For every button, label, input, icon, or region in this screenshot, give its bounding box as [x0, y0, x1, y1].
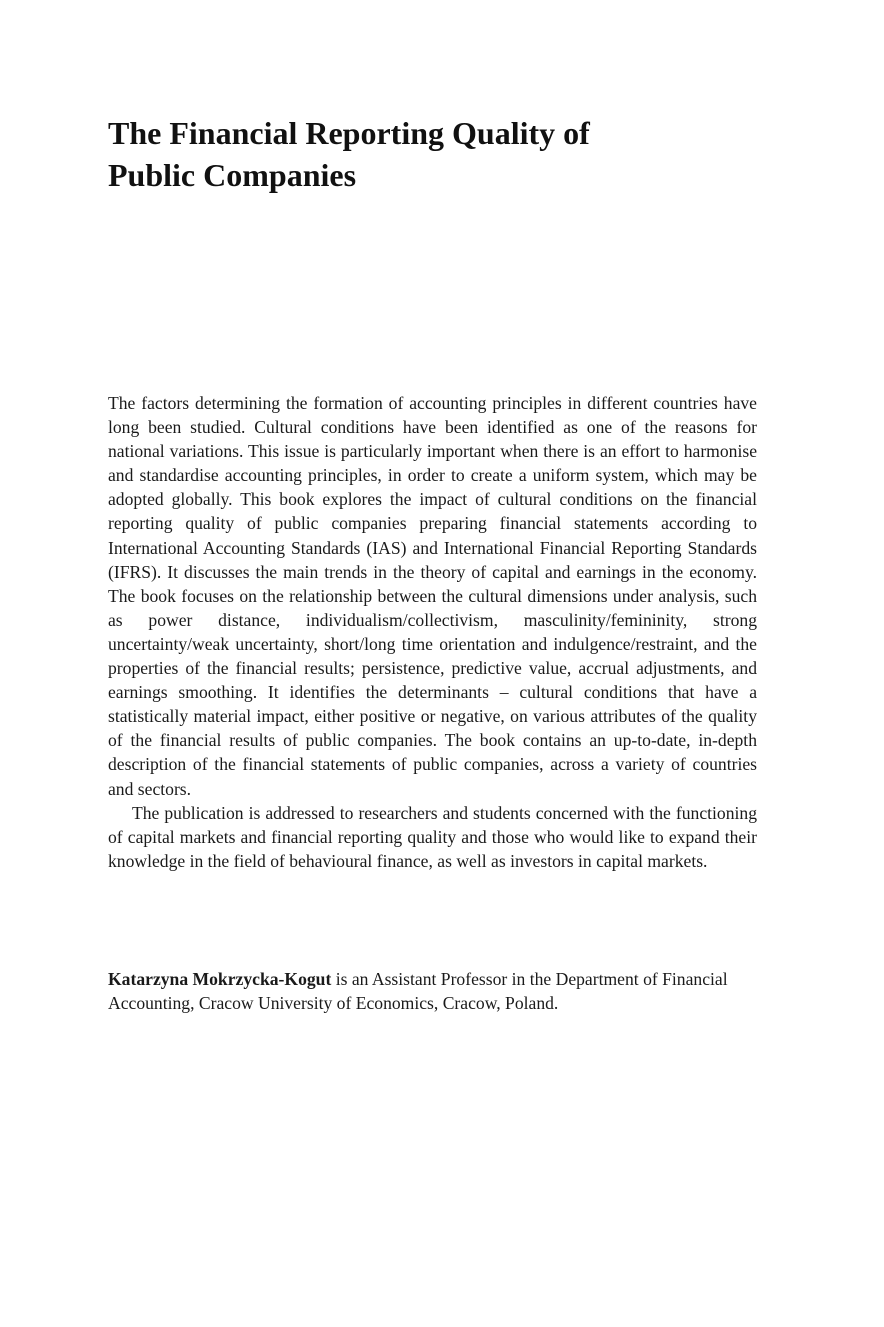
book-title-line-1: The Financial Reporting Quality of — [108, 115, 590, 151]
book-title-line-2: Public Companies — [108, 157, 357, 193]
description-paragraph-1: The factors determining the formation of accounting principles in different countries have long been studied. Cultural conditions have been identified as one of the reasons for national variations. This issue is particularly important when there is an effort to harmonise and standardise accounting principles, in order to create a uniform system, which may be adopted globally. This book explores the impact of cultural conditions on the financial reporting quality of public companies preparing financial statements according to International Accounting Standards (IAS) and International Financial Reporting Standards (IFRS). It discusses the main trends in the theory of capital and earnings in the economy. The book focuses on the relationship between the cultural dimensions under analysis, such as power distance, individualism/collectivism, masculinity/femininity, strong uncertainty/weak uncertainty, short/long time orientation and indulgence/restraint, and the properties of the financial results; persistence, predictive value, accrual adjustments, and earnings smoothing. It identifies the determinants – cultural conditions that have a statistically material impact, either positive or negative, on various attributes of the quality of the financial results of public companies. The book contains an up-to-date, in-depth description of the financial statements of public companies, across a variety of countries and sectors. — [108, 393, 757, 799]
book-description — [108, 391, 757, 873]
author-bio-text: is an Assistant Professor in the Department of Financial Accounting, Cracow University of Economics, Cracow, Poland. — [108, 969, 728, 1014]
description-paragraph-2: The publication is addressed to researchers and students concerned with the functioning of capital markets and financial reporting quality and those who would like to expand their knowledge in the field of behavioural finance, as well as investors in capital markets. — [108, 802, 757, 871]
author-bio — [108, 967, 768, 1015]
author-name: Katarzyna Mokrzycka-Kogut — [108, 969, 332, 989]
book-title — [108, 112, 768, 196]
